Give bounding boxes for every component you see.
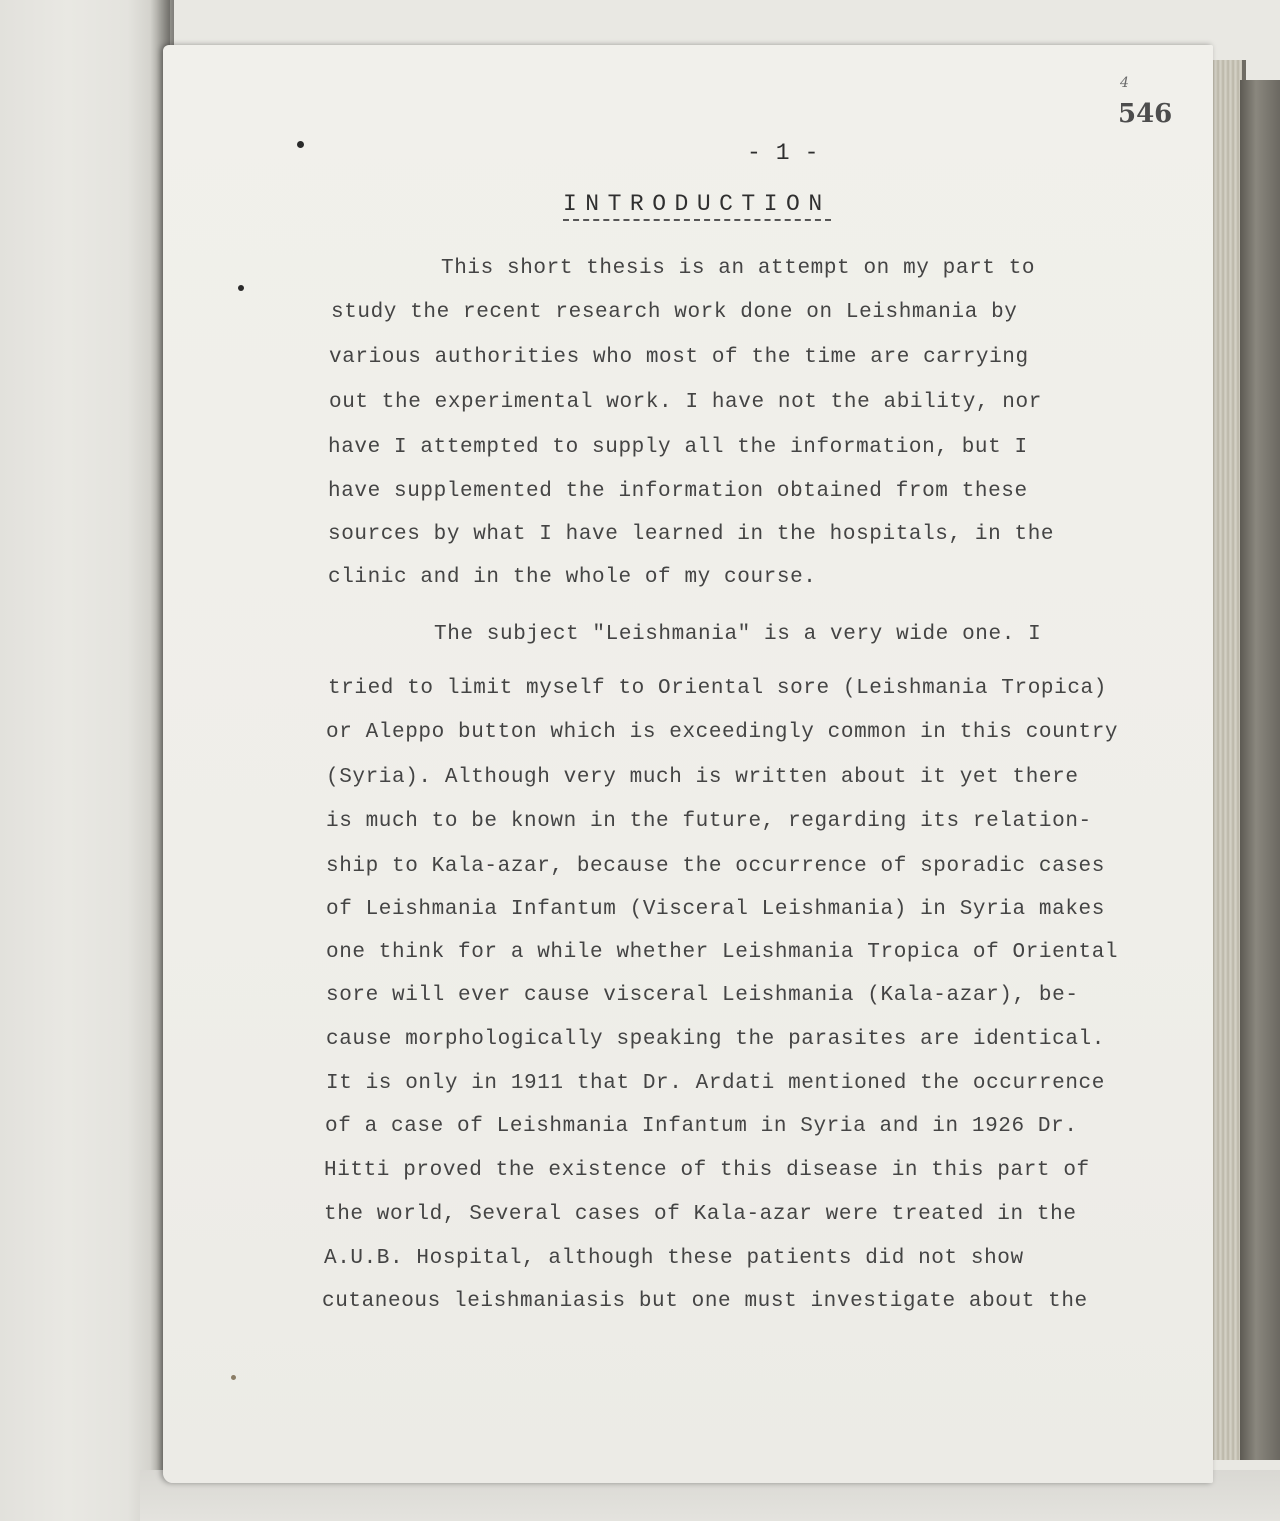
text-line: ship to Kala-azar, because the occurrence of sporadic cases [326,855,1105,878]
text-line: It is only in 1911 that Dr. Ardati mentioned the occurrence [326,1072,1105,1095]
text-line: or Aleppo button which is exceedingly common in this country [326,721,1119,744]
text-line: sore will ever cause visceral Leishmania (Kala-azar), be- [326,984,1079,1007]
text-line: Hitti proved the existence of this disease in this part of [324,1159,1090,1182]
text-line: This short thesis is an attempt on my part to [441,257,1036,280]
text-line: of Leishmania Infantum (Visceral Leishmania) in Syria makes [326,898,1105,921]
text-line: the world, Several cases of Kala-azar were treated in the [324,1203,1077,1226]
page-number: - 1 - [746,140,819,166]
text-line: clinic and in the whole of my course. [328,566,817,589]
section-heading: INTRODUCTION [563,191,831,221]
folio-small-mark: 4 [1120,75,1129,91]
book-cover-edge [1240,80,1280,1460]
text-line: cause morphologically speaking the parasites are identical. [326,1028,1105,1051]
text-line: (Syria). Although very much is written about it yet there [326,766,1079,789]
text-line: have supplemented the information obtained from these [328,480,1028,503]
text-line: study the recent research work done on Leishmania by [331,301,1018,324]
left-facing-page [0,0,170,1521]
text-line: one think for a while whether Leishmania Tropica of Oriental [326,941,1119,964]
binding-hole [297,141,304,148]
typewritten-page [163,45,1213,1483]
text-line: cutaneous leishmaniasis but one must investigate about the [322,1290,1088,1313]
text-line: out the experimental work. I have not the ability, nor [329,391,1042,414]
binding-hole [238,285,244,291]
text-line: various authorities who most of the time are carrying [329,346,1029,369]
text-line: tried to limit myself to Oriental sore (Leishmania Tropica) [328,677,1107,700]
text-line: The subject "Leishmania" is a very wide one. I [434,623,1042,646]
text-line: A.U.B. Hospital, although these patients did not show [324,1247,1024,1270]
folio-number: 546 [1118,99,1173,129]
text-line: is much to be known in the future, regarding its relation- [326,810,1092,833]
text-line: have I attempted to supply all the information, but I [328,436,1028,459]
paper-speck [231,1375,236,1380]
text-line: sources by what I have learned in the hospitals, in the [328,523,1055,546]
text-line: of a case of Leishmania Infantum in Syria and in 1926 Dr. [325,1115,1078,1138]
